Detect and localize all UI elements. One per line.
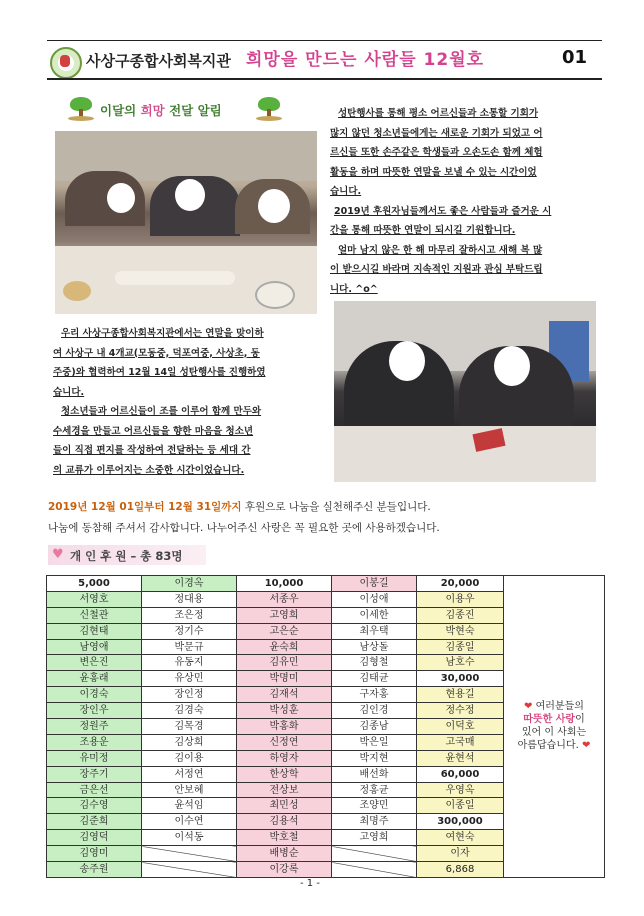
donor-table — [46, 575, 605, 878]
donor-name-cell: 안보혜 — [142, 782, 237, 798]
donor-name-cell: 서영호 — [47, 591, 142, 607]
donor-name-cell: 금은선 — [47, 782, 142, 798]
section-title-suffix: 전달 알림 — [164, 103, 222, 118]
text-line: 많지 않던 청소년들에게는 새로운 기회가 되었고 어 — [330, 127, 543, 139]
donation-period: 2019년 12월 01일부터 12월 31일까지 — [48, 501, 242, 513]
donor-name-cell: 한상학 — [237, 766, 332, 782]
text-line: 들이 직접 편지를 작성하여 전달하는 등 세대 간 — [53, 445, 251, 456]
text-line: 습니다. — [330, 186, 362, 197]
donor-name-cell: 김준희 — [47, 814, 142, 830]
donor-name-cell: 송주원 — [47, 862, 142, 878]
donor-name-cell: 이경숙 — [47, 687, 142, 703]
donor-name-cell: 신정연 — [237, 734, 332, 750]
donor-name-cell: 이자 — [417, 846, 504, 862]
donor-name-cell: 변은진 — [47, 655, 142, 671]
text-line: 습니다. — [53, 386, 85, 398]
article-paragraph-left — [53, 324, 319, 480]
page-footer: - 1 - — [300, 878, 320, 889]
donor-name-cell: 유동지 — [142, 655, 237, 671]
donor-name-cell: 유상민 — [142, 671, 237, 687]
donor-name-cell: 구자홍 — [332, 687, 417, 703]
donor-name-cell: 김이용 — [142, 750, 237, 766]
donor-name-cell: 현용길 — [417, 687, 504, 703]
individual-donors-title: 개 인 후 원 – 총 83명 — [70, 549, 183, 563]
donor-name-cell: 김종일 — [417, 639, 504, 655]
donor-name-cell: 윤석임 — [142, 798, 237, 814]
donor-name-cell: 이덕호 — [417, 719, 504, 735]
section-title — [100, 101, 222, 119]
donor-name-cell: 윤홍래 — [47, 671, 142, 687]
donation-thanks-line: 나눔에 동참해 주셔서 감사합니다. 나누어주신 사랑은 꼭 필요한 곳에 사용하겠습니다. — [48, 522, 440, 534]
event-photo-letter-writing — [334, 301, 596, 482]
donor-name-cell: 김종진 — [417, 607, 504, 623]
newsletter-title: 희망을 만드는 사람들 12월호 — [246, 50, 485, 70]
text-line: 의 교류가 이루어지는 소중한 시간이었습니다. — [53, 464, 245, 476]
text-line: 여 사상구 내 4개교(모동중, 덕포여중, 사상초, 동 — [53, 347, 260, 359]
donor-name-cell: 남영애 — [47, 639, 142, 655]
text-line: 청소년들과 어르신들이 조를 이루어 함께 만두와 — [61, 406, 262, 417]
text-line: 우리 사상구종합사회복지관에서는 연말을 맞이하 — [61, 328, 264, 339]
donor-name-cell: 신철관 — [47, 607, 142, 623]
donor-name-cell: 고영희 — [332, 830, 417, 846]
donor-name-cell: 서정연 — [142, 766, 237, 782]
donor-name-cell: 배병순 — [237, 846, 332, 862]
text-line: 성탄행사를 통해 평소 어르신들과 소통할 기회가 — [338, 108, 539, 119]
donor-name-cell: 김목경 — [142, 719, 237, 735]
page-number: 01 — [562, 47, 588, 68]
org-name: 사상구종합사회복지관 — [86, 52, 231, 70]
donation-amount-cell: 10,000 — [237, 576, 332, 592]
donor-name-cell: 김재석 — [237, 687, 332, 703]
text-line: 니다. ^o^ — [330, 283, 378, 295]
donation-amount-cell: 이봉길 — [332, 576, 417, 592]
header-top-rule — [47, 40, 602, 41]
donor-name-cell: 정수정 — [417, 703, 504, 719]
donor-name-cell: 최민성 — [237, 798, 332, 814]
donation-period-suffix: 후원으로 나눔을 실천해주신 분들입니다. — [241, 501, 431, 513]
section-title-prefix: 이달의 — [100, 103, 141, 118]
donor-name-cell: 조은정 — [142, 607, 237, 623]
donor-name-cell: 박성훈 — [237, 703, 332, 719]
section-heading — [68, 97, 268, 121]
tree-icon — [256, 97, 282, 121]
donor-name-cell: 남호수 — [417, 655, 504, 671]
donor-name-cell: 박호철 — [237, 830, 332, 846]
donation-period-line — [48, 499, 431, 514]
donor-name-cell: 장인우 — [47, 703, 142, 719]
donor-name-cell: 김유민 — [237, 655, 332, 671]
empty-cell — [332, 846, 417, 862]
text-line: 2019년 후원자님들께서도 좋은 사람들과 즐거운 시 — [334, 205, 552, 217]
donor-name-cell: 김태균 — [332, 671, 417, 687]
text-line: 간을 통해 따뜻한 연말이 되시길 기원합니다. — [330, 225, 516, 236]
donor-name-cell: 이성애 — [332, 591, 417, 607]
text-line: 수세경을 만들고 어르신들을 향한 마음을 청소년 — [53, 425, 254, 437]
thank-you-highlight: 따뜻한 사랑 — [523, 714, 576, 726]
donation-amount-cell: 300,000 — [417, 814, 504, 830]
individual-donors-heading — [48, 545, 206, 565]
article-paragraph-right — [330, 104, 596, 299]
donor-name-cell: 박지현 — [332, 750, 417, 766]
donation-amount-cell: 60,000 — [417, 766, 504, 782]
donor-name-cell: 김종남 — [332, 719, 417, 735]
donor-name-cell: 박명미 — [237, 671, 332, 687]
heart-icon: ♥ — [52, 547, 64, 562]
heart-icon: ❤ — [524, 701, 533, 713]
donor-name-cell: 박문규 — [142, 639, 237, 655]
donor-name-cell: 김경숙 — [142, 703, 237, 719]
donation-amount-cell: 20,000 — [417, 576, 504, 592]
donation-amount-cell: 이경옥 — [142, 576, 237, 592]
donor-name-cell: 김수영 — [47, 798, 142, 814]
donor-name-cell: 이수연 — [142, 814, 237, 830]
tree-icon — [68, 97, 94, 121]
donor-name-cell: 조용운 — [47, 734, 142, 750]
table-row — [47, 576, 605, 592]
donor-name-cell: 유미정 — [47, 750, 142, 766]
donor-name-cell: 정원주 — [47, 719, 142, 735]
thank-you-line: 여러분들의 — [535, 701, 584, 713]
donor-name-cell: 박은일 — [332, 734, 417, 750]
thank-you-line: 이 — [575, 714, 585, 726]
donation-amount-cell: 5,000 — [47, 576, 142, 592]
header-bottom-rule — [47, 78, 602, 80]
donor-name-cell: 김현태 — [47, 623, 142, 639]
donor-name-cell: 전상보 — [237, 782, 332, 798]
donor-name-cell: 남상돌 — [332, 639, 417, 655]
section-title-highlight: 희망 — [140, 103, 165, 118]
donor-name-cell: 김용석 — [237, 814, 332, 830]
donor-name-cell: 고영희 — [237, 607, 332, 623]
donor-name-cell: 고은순 — [237, 623, 332, 639]
thank-you-line: 있어 이 사회는 — [521, 727, 587, 739]
org-logo-mark — [60, 55, 70, 67]
donor-name-cell: 최명주 — [332, 814, 417, 830]
donor-name-cell: 박홍화 — [237, 719, 332, 735]
donor-name-cell: 서종우 — [237, 591, 332, 607]
donor-name-cell: 이강록 — [237, 862, 332, 878]
thank-you-line: 아름답습니다. — [517, 740, 579, 752]
donor-name-cell: 윤현석 — [417, 750, 504, 766]
donor-name-cell: 고국매 — [417, 734, 504, 750]
empty-cell — [332, 862, 417, 878]
text-line: 얼마 남지 않은 한 해 마무리 잘하시고 새해 복 많 — [338, 244, 543, 256]
donor-name-cell: 김영덕 — [47, 830, 142, 846]
donor-name-cell: 배선화 — [332, 766, 417, 782]
donation-amount-cell: 30,000 — [417, 671, 504, 687]
text-line: 르신들 또한 손주같은 학생들과 오손도손 함께 체험 — [330, 147, 543, 158]
donor-name-cell: 김형철 — [332, 655, 417, 671]
donor-name-cell: 이용우 — [417, 591, 504, 607]
donor-name-cell: 김영미 — [47, 846, 142, 862]
empty-cell — [142, 862, 237, 878]
event-photo-dumpling-making — [55, 131, 317, 314]
donor-name-cell: 최우택 — [332, 623, 417, 639]
thank-you-note — [504, 576, 605, 878]
donor-name-cell: 윤숙희 — [237, 639, 332, 655]
donor-name-cell: 조양민 — [332, 798, 417, 814]
donor-name-cell: 박현숙 — [417, 623, 504, 639]
empty-cell — [142, 846, 237, 862]
donation-amount-cell: 6,868 — [417, 862, 504, 878]
heart-icon: ❤ — [581, 740, 591, 752]
donor-name-cell: 정홍균 — [332, 782, 417, 798]
donor-name-cell: 이종일 — [417, 798, 504, 814]
text-line: 주중)와 협력하여 12월 14일 성탄행사를 진행하였 — [53, 367, 266, 378]
donor-name-cell: 우영옥 — [417, 782, 504, 798]
donor-name-cell: 여현숙 — [417, 830, 504, 846]
donor-name-cell: 김상희 — [142, 734, 237, 750]
donor-name-cell: 이석동 — [142, 830, 237, 846]
donor-name-cell: 장주기 — [47, 766, 142, 782]
donor-name-cell: 정대용 — [142, 591, 237, 607]
donor-name-cell: 이세한 — [332, 607, 417, 623]
donor-name-cell: 김인경 — [332, 703, 417, 719]
donor-name-cell: 하영자 — [237, 750, 332, 766]
donor-name-cell: 정기수 — [142, 623, 237, 639]
text-line: 활동을 하며 따뜻한 연말을 보낼 수 있는 시간이었 — [330, 166, 537, 178]
donor-name-cell: 장인정 — [142, 687, 237, 703]
text-line: 이 받으시길 바라며 지속적인 지원과 관심 부탁드립 — [330, 264, 543, 275]
